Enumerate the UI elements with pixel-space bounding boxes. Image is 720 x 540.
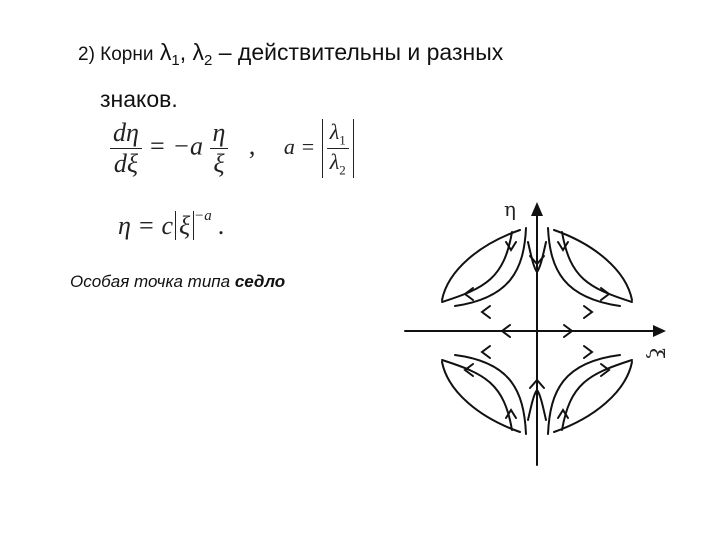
solution-lhs: η = c — [118, 211, 173, 240]
heading-prefix: 2) Корни — [78, 44, 154, 65]
arrow-right-ur2 — [584, 306, 592, 318]
ratio-fraction — [210, 118, 229, 179]
lambda-1: λ — [159, 39, 172, 65]
trajectory-mid-upper-left — [442, 232, 512, 302]
abs-lambda-ratio — [322, 119, 354, 179]
solution-exponent: −a — [194, 208, 212, 224]
eta-axis-arrowhead — [531, 202, 543, 216]
xi-axis-arrowhead — [653, 325, 666, 337]
heading-comma: , — [179, 39, 187, 65]
solution-equation — [118, 208, 224, 241]
caption — [70, 272, 285, 292]
deriv-fraction — [110, 118, 142, 179]
heading-rest: – действительны и разных — [218, 39, 504, 65]
lambda2-den: λ — [329, 149, 340, 174]
trajectory-outer-upper-right — [554, 230, 632, 300]
trajectory-group — [405, 210, 655, 465]
trajectory-mid-lower-left — [442, 360, 512, 430]
arrow-right-lr — [584, 346, 592, 358]
trajectory-mid-lower-right — [562, 360, 632, 430]
arrow-left-ul2 — [482, 306, 490, 318]
xi-axis-label: ξ — [645, 348, 669, 360]
deriv-denominator: dξ — [113, 149, 139, 178]
arrow-right-ur — [601, 288, 609, 300]
trajectory-outer-lower-left — [442, 362, 520, 432]
saddle-phase-portrait — [400, 190, 690, 480]
arrow-left-ll — [482, 346, 490, 358]
deriv-numerator: dη — [110, 118, 142, 149]
lambda2-den-sub: 2 — [339, 162, 346, 178]
caption-text: Особая точка типа — [70, 272, 235, 291]
abs-xi: ξ — [175, 211, 194, 240]
slide-heading — [78, 33, 503, 118]
trajectory-outer-lower-right — [554, 362, 632, 432]
trajectory-inner-lower-right — [548, 355, 620, 434]
ratio-numerator: η — [210, 118, 229, 149]
lambda1-num: λ — [329, 118, 340, 144]
ratio-denominator: ξ — [213, 149, 225, 178]
heading-line2: знаков. — [100, 86, 178, 112]
trajectory-outer-upper-left — [442, 230, 520, 300]
trajectory-inner-lower-left — [455, 355, 526, 434]
arrowheads — [531, 202, 666, 337]
trajectory-mid-upper-right — [562, 232, 632, 302]
lambda-2: λ — [192, 39, 204, 65]
caption-bold: седло — [234, 272, 286, 291]
a-equals: a = — [283, 134, 316, 160]
lambda-1-sub: 1 — [171, 52, 180, 69]
lambda-2-sub: 2 — [204, 52, 213, 69]
eq-separator: , — [248, 131, 256, 161]
eta-axis-label: η — [504, 197, 516, 221]
differential-equation — [110, 118, 354, 179]
eq-minus-a: = −a — [148, 131, 203, 161]
solution-dot: . — [217, 211, 225, 240]
lambda-fraction — [327, 119, 349, 179]
lambda1-num-sub: 1 — [339, 132, 346, 147]
arrow-left-ul — [465, 288, 473, 300]
